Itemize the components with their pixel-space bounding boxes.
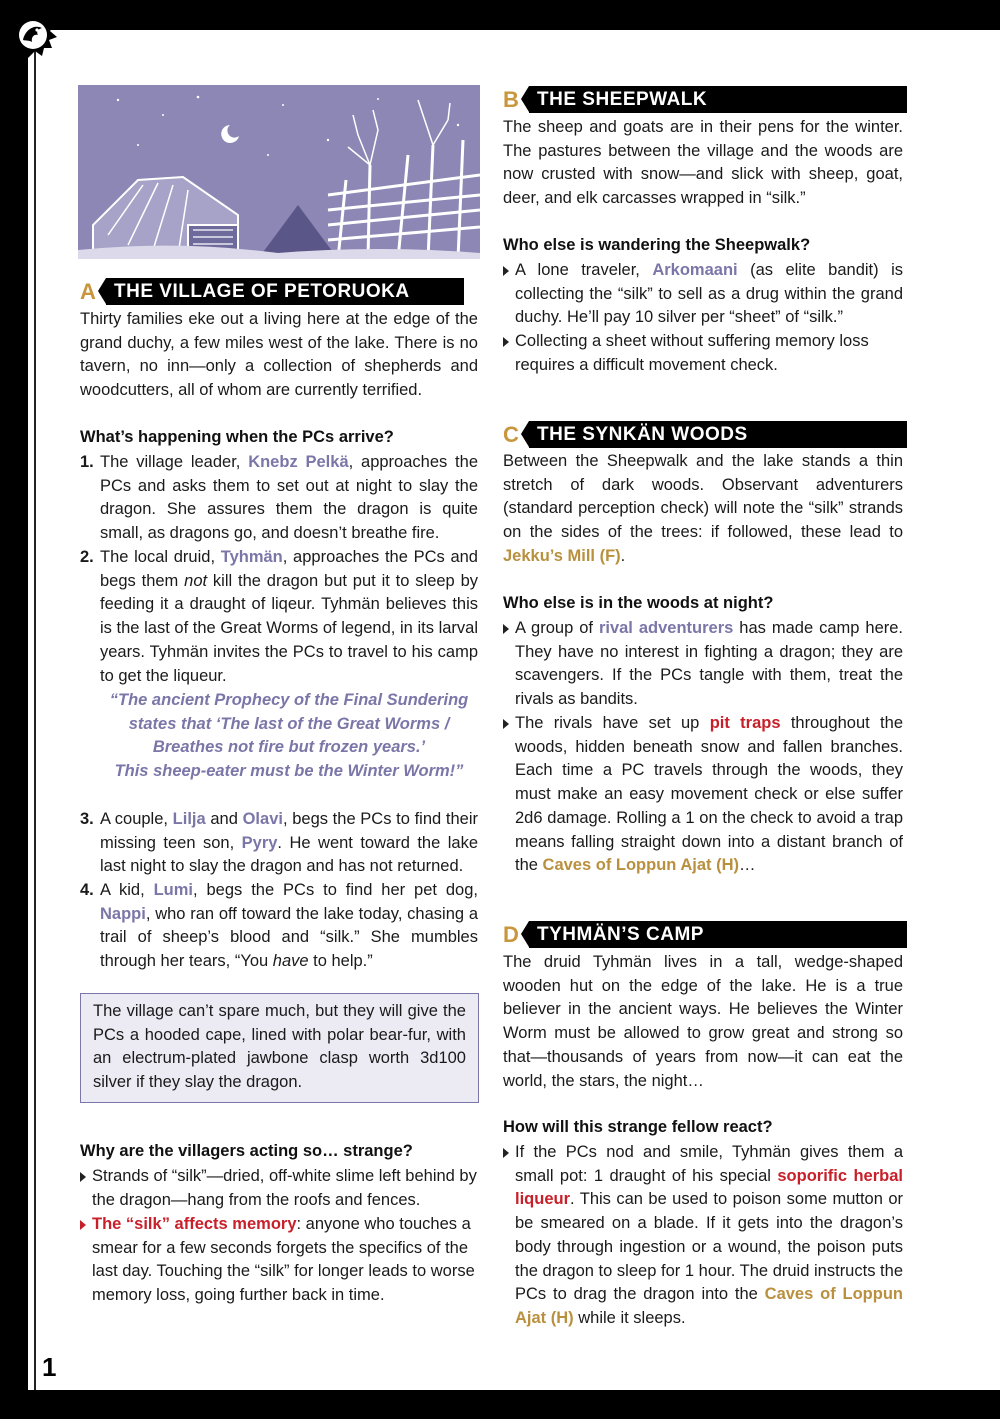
npc-lumi: Lumi <box>153 881 194 899</box>
section-d-question: How will this strange fellow react? <box>503 1118 773 1136</box>
section-b-question: Who else is wandering the Sheepwalk? <box>503 236 811 254</box>
link-jekkus-mill: Jekku’s Mill (F) <box>503 546 621 565</box>
section-a-title: THE VILLAGE OF PETORUOKA <box>106 278 464 305</box>
section-b-title: THE SHEEPWALK <box>529 86 907 113</box>
bullet-collecting-sheet: Collecting a sheet without suffering memory loss requires a difficult movement check. <box>503 330 903 377</box>
section-b-intro: The sheep and goats are in their pens for the winter. The pastures between the village and the woods are now crusted with snow—and slick with sheep, goat, deer, and elk carcasses wrapped in “silk.” <box>503 118 903 208</box>
bullet-silk-memory: The “silk” affects memory: anyone who touches a smear for a few seconds forgets the specifics of the last day. Touching the “silk” for longer leads to worse memory loss, going further back in time. <box>80 1213 480 1308</box>
hazard-pit-traps: pit traps <box>709 714 781 732</box>
npc-tyhman: Tyhmän <box>220 548 283 566</box>
npc-arkomaani: Arkomaani <box>652 261 738 279</box>
page-border <box>34 30 36 1390</box>
section-a-intro: Thirty families eke out a living here at the edge of the grand duchy, a few miles west of the lake. There is no tavern, no inn—only a collection of shepherds and woodcutters, all of whom are currently terrified. <box>80 310 478 400</box>
npc-lilja: Lilja <box>172 810 206 828</box>
section-c-question: Who else is in the woods at night? <box>503 594 774 612</box>
list-item-4: 4. A kid, Lumi, begs the PCs to find her pet dog, Nappi, who ran off toward the lake today, chasing a trail of sheep’s blood and “silk.” She mumbles through her tears, “You have to help.” <box>80 881 478 971</box>
bullet-arkomaani: A lone traveler, Arkomaani (as elite bandit) is collecting the “silk” to sell as a drug within the grand duchy. He’ll pay 10 silver per “sheet” of “silk.” <box>503 259 903 330</box>
list-item-2: 2. The local druid, Tyhmän, approaches the PCs and begs them not kill the dragon but put it to sleep by feeding it a draught of liqeur. Tyhmän believes this is the last of the Great Worms of legend, in its larval years. Tyhmän invites the PCs to travel to his camp to get the liqueur. <box>80 548 478 685</box>
section-d-intro: The druid Tyhmän lives in a tall, wedge-shaped wooden hut on the edge of the lake. He is a true believer in the ancient ways. He believes the Winter Worm must be allowed to grow great and strong so that—thousands of years from now—it can eat the world, the stars, the night… <box>503 953 903 1090</box>
bullet-rival-adventurers: A group of rival adventurers has made camp here. They have no interest in fighting a dragon; they are scavengers. If the PCs tangle with them, treat the rivals as bandits. <box>503 617 903 712</box>
dragon-emblem-icon <box>8 10 58 60</box>
section-c-intro: Between the Sheepwalk and the lake stands a thin stretch of dark woods. Observant adventurers (standard perception check) will note the “silk” strands on the sides of the trees: if followed, these lead to Jekku’s Mill (F). <box>503 452 903 565</box>
section-c-title: THE SYNKÄN WOODS <box>529 421 907 448</box>
page-number: 1 <box>42 1352 57 1382</box>
section-a-letter: A <box>80 278 96 304</box>
section-a-header <box>80 278 464 305</box>
village-illustration <box>78 85 480 259</box>
section-d-header: D TYHMÄN’S CAMP <box>503 921 907 948</box>
npc-nappi: Nappi <box>100 904 146 923</box>
section-c-header: C THE SYNKÄN WOODS <box>503 421 907 448</box>
link-caves-loppun-ajat: Caves of Loppun Ajat (H) <box>542 856 740 875</box>
section-d-title: TYHMÄN’S CAMP <box>529 921 907 948</box>
npc-olavi: Olavi <box>242 810 283 828</box>
reward-box <box>80 993 479 1103</box>
npc-knebz-pelka: Knebz Pelkä <box>248 453 349 471</box>
reward-text: The village can’t spare much, but they will give the PCs a hooded cape, lined with polar bear-fur, with an electrum-plated jawbone clasp worth 3d100 silver if they slay the dragon. <box>93 1002 466 1092</box>
npc-pyry: Pyry <box>241 833 278 852</box>
bullet-silk-strands: Strands of “silk”—dried, off-white slime left behind by the dragon—hang from the roofs and fences. <box>80 1165 480 1212</box>
section-a-question-1: What’s happening when the PCs arrive? <box>80 428 394 446</box>
prophecy-quote: “The ancient Prophecy of the Final Sundering states that ‘The last of the Great Worms / Breathes not fire but frozen years.’ This sheep-eater must be the Winter Worm!” <box>109 691 469 781</box>
npc-rival-adventurers: rival adventurers <box>598 619 734 637</box>
list-item-3: 3. A couple, Lilja and Olavi, begs the PCs to find their missing teen son, Pyry. He went toward the lake last night to slay the dragon and has not returned. <box>80 810 479 876</box>
bullet-tyhman-reaction: If the PCs nod and smile, Tyhmän gives them a small pot: 1 draught of his special soporific herbal liqueur. This can be used to poison some mutton or be smeared on a blade. If it gets into the dragon’s body through ingestion or a wound, the poison puts the dragon to sleep for 1 hour. The druid instructs the PCs to drag the dragon into the Caves of Loppun Ajat (H) while it sleeps. <box>503 1141 903 1331</box>
section-b-header: B THE SHEEPWALK <box>503 86 907 113</box>
item-soporific-liqueur: soporific herbal liqueur <box>515 1166 903 1209</box>
bullet-pit-traps: The rivals have set up pit traps throughout the woods, hidden beneath snow and fallen branches. Each time a PC travels through the woods, they must make an easy movement check or else suffer 2d6 damage. Rolling a 1 on the check to avoid a trap means falling straight down into a distant branch of the Caves of Loppun Ajat (H)… <box>503 712 903 878</box>
list-item-1: 1. The village leader, Knebz Pelkä, approaches the PCs and asks them to set out at night to slay the dragon. She assures them the dragon is quite small, as dragons go, and doesn’t breathe fire. <box>80 453 478 543</box>
link-caves-loppun-ajat-2: Caves of Loppun Ajat (H) <box>515 1285 903 1327</box>
section-a-question-2: Why are the villagers acting so… strange? <box>80 1142 413 1160</box>
